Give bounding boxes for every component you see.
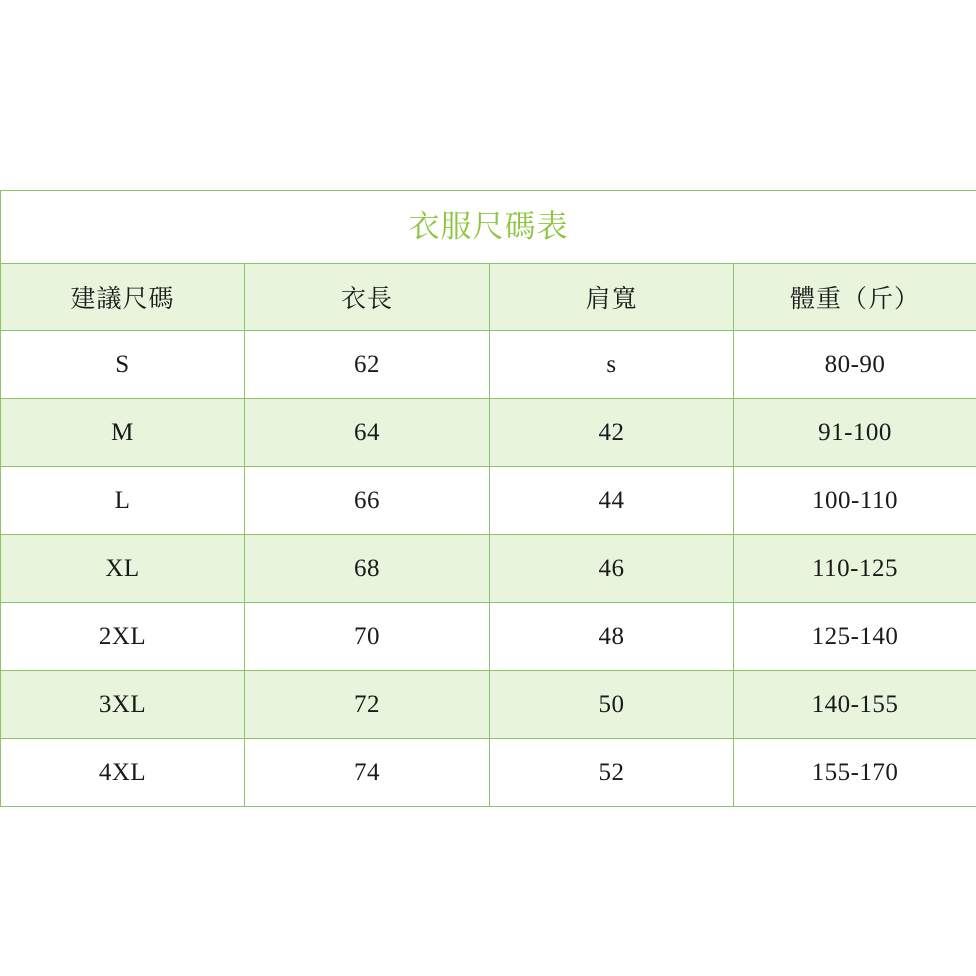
cell-shoulder: 48 <box>490 603 734 671</box>
table-row <box>1 535 976 603</box>
cell-size: 2XL <box>1 603 245 671</box>
cell-length: 72 <box>245 671 490 739</box>
column-header-weight: 體重（斤） <box>734 264 976 331</box>
cell-weight: 91-100 <box>734 399 976 467</box>
cell-weight: 80-90 <box>734 331 976 399</box>
cell-shoulder: 44 <box>490 467 734 535</box>
cell-size: L <box>1 467 245 535</box>
cell-weight: 140-155 <box>734 671 976 739</box>
cell-weight: 125-140 <box>734 603 976 671</box>
size-chart-container <box>0 190 976 807</box>
table-row <box>1 603 976 671</box>
cell-length: 70 <box>245 603 490 671</box>
cell-shoulder: 46 <box>490 535 734 603</box>
cell-weight: 100-110 <box>734 467 976 535</box>
column-header-size: 建議尺碼 <box>1 264 245 331</box>
column-header-length: 衣長 <box>245 264 490 331</box>
column-header-shoulder: 肩寬 <box>490 264 734 331</box>
cell-size: XL <box>1 535 245 603</box>
cell-weight: 155-170 <box>734 739 976 807</box>
cell-shoulder: 50 <box>490 671 734 739</box>
table-row <box>1 331 976 399</box>
table-row <box>1 399 976 467</box>
page-title: 衣服尺碼表 <box>408 209 569 244</box>
cell-shoulder: 42 <box>490 399 734 467</box>
cell-length: 66 <box>245 467 490 535</box>
cell-length: 74 <box>245 739 490 807</box>
table-header-row <box>1 264 976 331</box>
table-body <box>1 331 976 807</box>
cell-size: 4XL <box>1 739 245 807</box>
cell-shoulder: 52 <box>490 739 734 807</box>
cell-length: 68 <box>245 535 490 603</box>
table-title-row <box>1 191 976 264</box>
cell-size: S <box>1 331 245 399</box>
cell-weight: 110-125 <box>734 535 976 603</box>
table-row <box>1 467 976 535</box>
table-row <box>1 739 976 807</box>
cell-size: M <box>1 399 245 467</box>
cell-length: 64 <box>245 399 490 467</box>
cell-length: 62 <box>245 331 490 399</box>
cell-shoulder: s <box>490 331 734 399</box>
size-chart-table <box>0 190 976 807</box>
cell-size: 3XL <box>1 671 245 739</box>
table-row <box>1 671 976 739</box>
chart-title-cell <box>1 191 976 264</box>
